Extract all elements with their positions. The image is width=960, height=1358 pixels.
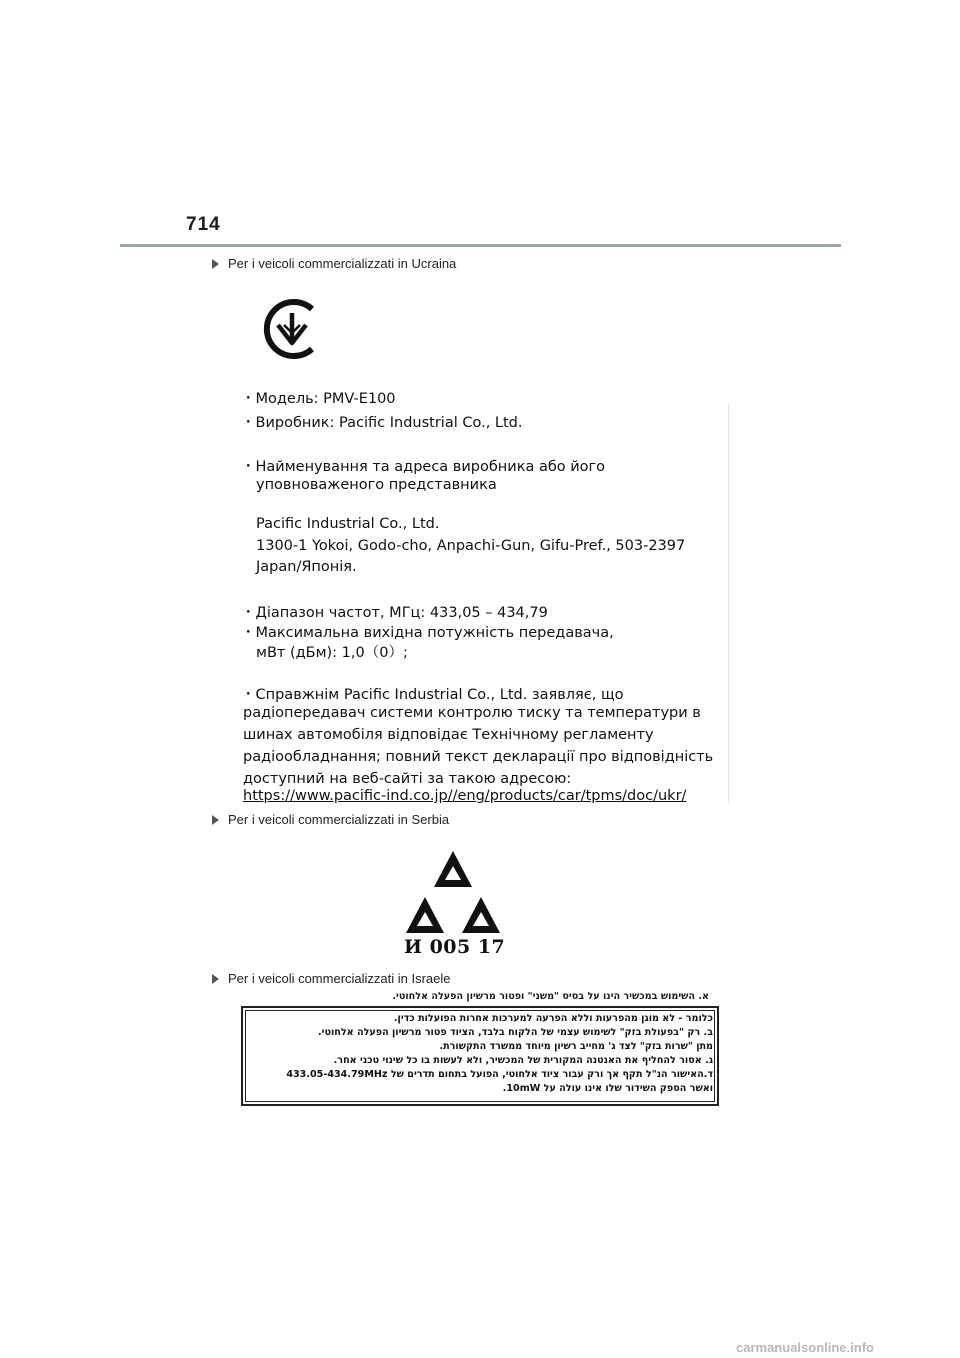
footer-watermark: carmanualsonline.info xyxy=(736,1340,874,1355)
ukraine-conformity-mark-icon xyxy=(258,295,326,363)
ua-model: ・Модель: PMV-E100 xyxy=(241,391,396,407)
ua-country: Japan/Японія. xyxy=(256,559,357,575)
ua-address: 1300-1 Yokoi, Godo-cho, Anpachi-Gun, Gifu-Pref., 503-2397 xyxy=(256,538,686,554)
ukraine-declaration-scan xyxy=(231,283,729,808)
il-line-d2: ואשר הספק השידור שלו אינו עולה על 10mW. xyxy=(502,1083,713,1094)
ua-company: Pacific Industrial Co., Ltd. xyxy=(256,516,440,532)
page-number: 714 xyxy=(186,214,221,235)
il-line-c: ג. אסור להחליף את האנטנה המקורית של המכשיר, ולא לעשות בו כל שינוי טכני אחר. xyxy=(333,1055,713,1066)
ua-declaration-1: ・Справжнім Pacific Industrial Co., Ltd. заявляє, що xyxy=(241,687,624,703)
il-line-b: ב. רק "בפעולת בזק" לשימוש עצמי של הלקוח בלבד, הציוד פטור מרשיון הפעלה אלחוטי. xyxy=(317,1027,713,1038)
il-line-d: ד.האישור הנ"ל תקף אך ורק עבור ציוד אלחוטי, הפועל בתחום תדרים של 433.05-434.79MHz xyxy=(286,1069,713,1080)
ua-power-2: мВт (дБм): 1,0（0）; xyxy=(256,645,408,661)
header-rule xyxy=(120,244,841,247)
section-label: Per i veicoli commercializzati in Israele xyxy=(228,971,451,986)
section-heading-israel xyxy=(212,971,451,986)
ua-declaration-url[interactable]: https://www.pacific-ind.co.jp//eng/products/car/tpms/doc/ukr/ xyxy=(243,788,687,804)
triangle-bullet-icon xyxy=(212,815,219,825)
scan-edge xyxy=(728,403,729,803)
triangle-bullet-icon xyxy=(212,259,219,269)
il-line-a2: כלומר - לא מוגן מהפרעות וללא הפרעה למערכות אחרות הפועלות כדין. xyxy=(393,1013,713,1024)
ua-declaration-3: шинах автомобіля відповідає Технічному регламенту xyxy=(243,727,654,743)
section-heading-ukraine xyxy=(212,256,456,271)
triangle-bullet-icon xyxy=(212,974,219,984)
serbia-approval-code: И 005 17 xyxy=(404,936,506,958)
ua-name-address-1: ・Найменування та адреса виробника або його xyxy=(241,459,606,475)
ua-name-address-2: уповноваженого представника xyxy=(256,477,497,493)
ua-frequency: ・Діапазон частот, МГц: 433,05 – 434,79 xyxy=(241,605,548,621)
il-line-a: א. השימוש במכשיר הינו על בסיס "משני" ופטור מרשיון הפעלה אלחוטי. xyxy=(392,991,709,1002)
il-line-b2: מתן "שרות בזק" לצד ג' מחייב רשיון מיוחד ממשרד התקשורת. xyxy=(439,1041,713,1052)
ua-manufacturer: ・Виробник: Pacific Industrial Co., Ltd. xyxy=(241,415,523,431)
section-heading-serbia xyxy=(212,812,449,827)
ua-declaration-2: радіопередавач системи контролю тиску та температури в xyxy=(243,705,701,721)
ua-declaration-5: доступний на веб-сайті за такою адресою: xyxy=(243,771,572,787)
section-label: Per i veicoli commercializzati in Serbia xyxy=(228,812,450,827)
section-label: Per i veicoli commercializzati in Ucraina xyxy=(228,256,457,271)
ua-power-1: ・Максимальна вихідна потужність передавача, xyxy=(241,625,614,641)
ua-declaration-4: радіообладнання; повний текст декларації про відповідність xyxy=(243,749,714,765)
